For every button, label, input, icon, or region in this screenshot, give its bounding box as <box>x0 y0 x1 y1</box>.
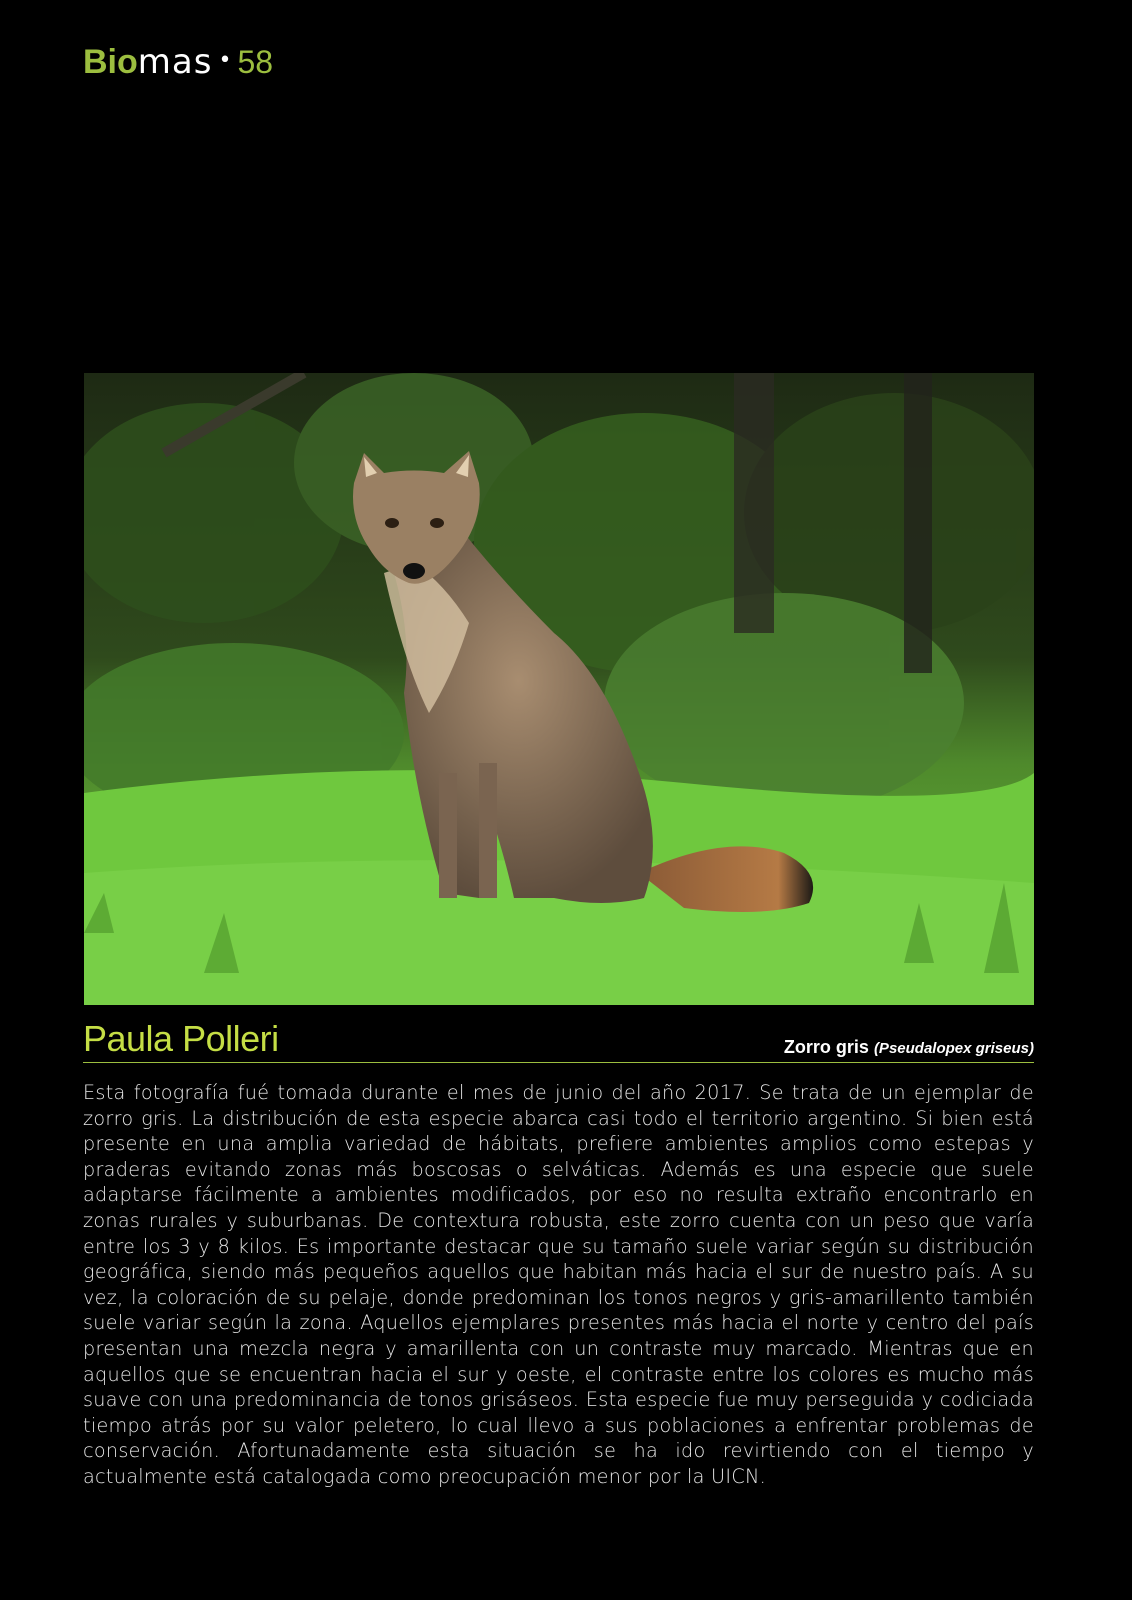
species-common-name: Zorro gris <box>783 1037 869 1057</box>
brand-mas: mas <box>137 42 213 82</box>
page-number: 58 <box>237 44 274 80</box>
photo-caption <box>83 1018 1034 1063</box>
magazine-header <box>83 42 273 82</box>
species-scientific-name: (Pseudalopex griseus) <box>873 1040 1034 1057</box>
fox-photo <box>84 373 1034 1005</box>
species-label <box>784 1036 1034 1060</box>
brand-bio: Bio <box>83 43 138 81</box>
header-separator: • <box>218 48 232 73</box>
photographer-name: Paula Polleri <box>83 1018 279 1059</box>
fox-photo-icon <box>84 373 1034 1005</box>
article-body: Esta fotografía fué tomada durante el mes de junio del año 2017. Se trata de un ejemplar de zorro gris. La distribución de esta especie abarca casi todo el territorio argentino. Si bien está presente en una amplia variedad de hábitats, prefiere ambientes amplios como estepas y praderas evitando zonas más boscosas o selváticas. Además es una especie que suele adaptarse fácilmente a ambientes modificados, por eso no resulta extraño encontrarlo en zonas rurales y suburbanas. De contextura robusta, este zorro cuenta con un peso que varía entre los 3 y 8 kilos. Es importante destacar que su tamaño suele variar según su distribución geográfica, siendo más pequeños aquellos que habitan más hacia el sur de nuestro país. A su vez, la coloración de su pelaje, donde predominan los tonos negros y gris-amarillento también suele variar según la zona. Aquellos ejemplares presentes más hacia el norte y centro del país presentan una mezcla negra y amarillenta con un contraste muy marcado. Mientras que en aquellos que se encuentran hacia el sur y oeste, el contraste entre los colores es mucho más suave con una predominancia de tonos grisáseos. Esta especie fue muy perseguida y codiciada tiempo atrás por su valor peletero, lo cual llevo a sus poblaciones a enfrentar problemas de conservación. Afortunadamente esta situación se ha ido revirtiendo con el tiempo y actualmente está catalogada como preocupación menor por la UICN. <box>83 1081 1034 1488</box>
